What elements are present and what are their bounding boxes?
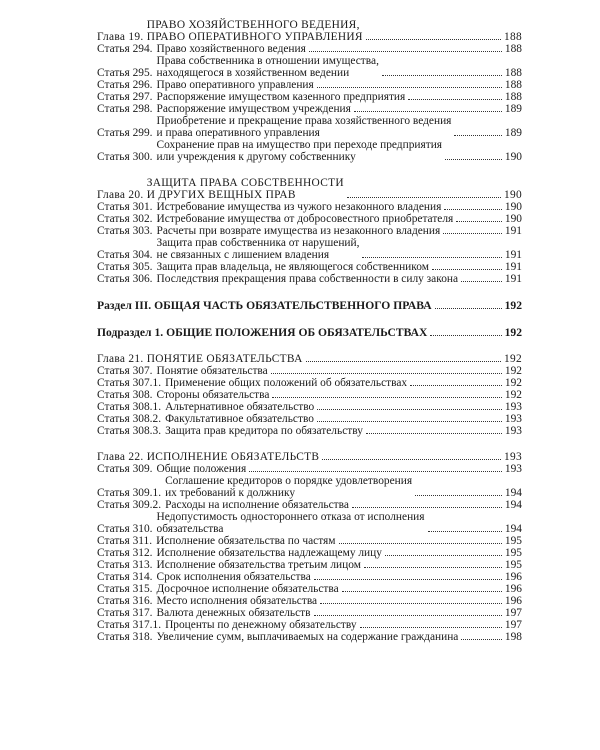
dot-leader bbox=[366, 38, 501, 40]
article-number: Статья 307. bbox=[97, 365, 153, 377]
toc-article-entry[interactable] bbox=[97, 547, 522, 559]
toc-article-entry[interactable] bbox=[97, 139, 522, 163]
article-title: Недопустимость одностороннего отказа от исполнения обязательства bbox=[156, 511, 425, 535]
page-number: 191 bbox=[504, 261, 522, 273]
article-number: Статья 309.2. bbox=[97, 499, 162, 511]
page-number: 192 bbox=[504, 326, 522, 339]
page-number: 195 bbox=[504, 559, 522, 571]
dot-leader bbox=[271, 372, 502, 374]
article-title: Истребование имущества от добросовестного приобретателя bbox=[156, 213, 454, 225]
page-number: 195 bbox=[504, 535, 522, 547]
chapter-number: Глава 22. bbox=[97, 451, 144, 463]
toc-chapter-entry[interactable] bbox=[97, 19, 522, 43]
dot-leader bbox=[347, 196, 501, 198]
dot-leader bbox=[249, 470, 502, 472]
dot-leader bbox=[430, 334, 501, 336]
article-number: Статья 309. bbox=[97, 463, 153, 475]
subsection-number: Подраздел 1. bbox=[97, 326, 164, 339]
toc-article-entry[interactable] bbox=[97, 559, 522, 571]
page-number: 197 bbox=[504, 607, 522, 619]
toc-article-entry[interactable] bbox=[97, 535, 522, 547]
toc-article-entry[interactable] bbox=[97, 511, 522, 535]
toc-article-entry[interactable] bbox=[97, 43, 522, 55]
dot-leader bbox=[317, 408, 502, 410]
article-title: Защита прав кредитора по обязательству bbox=[165, 425, 363, 437]
page-number: 193 bbox=[504, 413, 522, 425]
article-title: Применение общих положений об обязательствах bbox=[165, 377, 408, 389]
toc-article-entry[interactable] bbox=[97, 463, 522, 475]
page-number: 192 bbox=[504, 389, 522, 401]
article-number: Статья 295. bbox=[97, 67, 153, 79]
article-number: Статья 318. bbox=[97, 631, 153, 643]
article-title: Исполнение обязательства надлежащему лицу bbox=[156, 547, 382, 559]
page-number: 192 bbox=[504, 365, 522, 377]
dot-leader bbox=[366, 432, 502, 434]
article-number: Статья 308. bbox=[97, 389, 153, 401]
article-title: Понятие обязательства bbox=[156, 365, 268, 377]
dot-leader bbox=[322, 458, 501, 460]
article-title: Распоряжение имуществом учреждения bbox=[156, 103, 351, 115]
article-number: Статья 307.1. bbox=[97, 377, 162, 389]
page-number: 188 bbox=[504, 31, 522, 43]
page-number: 198 bbox=[504, 631, 522, 643]
article-number: Статья 304. bbox=[97, 249, 153, 261]
toc-article-entry[interactable] bbox=[97, 571, 522, 583]
table-of-contents bbox=[97, 19, 522, 643]
article-number: Статья 316. bbox=[97, 595, 153, 607]
dot-leader bbox=[317, 420, 502, 422]
article-number: Статья 305. bbox=[97, 261, 153, 273]
page-number: 194 bbox=[504, 523, 522, 535]
dot-leader bbox=[360, 626, 502, 628]
article-title: Расходы на исполнение обязательства bbox=[165, 499, 349, 511]
page-number: 196 bbox=[504, 571, 522, 583]
article-title: Проценты по денежному обязательству bbox=[165, 619, 357, 631]
article-number: Статья 313. bbox=[97, 559, 153, 571]
page-number: 197 bbox=[504, 619, 522, 631]
page-number: 195 bbox=[504, 547, 522, 559]
article-title: Право оперативного управления bbox=[156, 79, 314, 91]
article-title: Факультативное обязательство bbox=[165, 413, 314, 425]
article-title: Альтернативное обязательство bbox=[165, 401, 315, 413]
article-title: Стороны обязательства bbox=[156, 389, 270, 401]
article-number: Статья 298. bbox=[97, 103, 153, 115]
toc-article-entry[interactable] bbox=[97, 365, 522, 377]
toc-article-entry[interactable] bbox=[97, 201, 522, 213]
article-number: Статья 317. bbox=[97, 607, 153, 619]
article-title: Право хозяйственного ведения bbox=[156, 43, 306, 55]
dot-leader bbox=[461, 638, 502, 640]
toc-article-entry[interactable] bbox=[97, 631, 522, 643]
dot-leader bbox=[317, 86, 502, 88]
chapter-title: ИСПОЛНЕНИЕ ОБЯЗАТЕЛЬСТВ bbox=[146, 451, 320, 463]
toc-article-entry[interactable] bbox=[97, 273, 522, 285]
page-number: 192 bbox=[504, 377, 522, 389]
page-number: 193 bbox=[504, 425, 522, 437]
article-number: Статья 314. bbox=[97, 571, 153, 583]
page-number: 190 bbox=[504, 213, 522, 225]
article-number: Статья 308.2. bbox=[97, 413, 162, 425]
toc-article-entry[interactable] bbox=[97, 425, 522, 437]
page-number: 188 bbox=[504, 43, 522, 55]
chapter-number: Глава 19. bbox=[97, 31, 144, 43]
article-title: Место исполнения обязательства bbox=[156, 595, 318, 607]
toc-article-entry[interactable] bbox=[97, 595, 522, 607]
dot-leader bbox=[410, 384, 502, 386]
toc-article-entry[interactable] bbox=[97, 79, 522, 91]
toc-article-entry[interactable] bbox=[97, 91, 522, 103]
page-number: 194 bbox=[504, 499, 522, 511]
dot-leader bbox=[339, 542, 502, 544]
article-number: Статья 317.1. bbox=[97, 619, 162, 631]
toc-article-entry[interactable] bbox=[97, 261, 522, 273]
dot-leader bbox=[272, 396, 501, 398]
section-number: Раздел III. bbox=[97, 299, 152, 312]
article-number: Статья 309.1. bbox=[97, 487, 162, 499]
toc-chapter-entry[interactable] bbox=[97, 177, 522, 201]
toc-article-entry[interactable] bbox=[97, 225, 522, 237]
dot-leader bbox=[342, 590, 502, 592]
dot-leader bbox=[352, 506, 502, 508]
article-title: Права собственника в отношении имущества, находящегося в хозяйственном ведении bbox=[156, 55, 379, 79]
page-number: 190 bbox=[504, 151, 522, 163]
toc-chapter-entry[interactable] bbox=[97, 353, 522, 365]
dot-leader bbox=[445, 158, 502, 160]
article-number: Статья 301. bbox=[97, 201, 153, 213]
dot-leader bbox=[443, 232, 502, 234]
page-number: 191 bbox=[504, 249, 522, 261]
article-number: Статья 315. bbox=[97, 583, 153, 595]
subsection-title: ОБЩИЕ ПОЛОЖЕНИЯ ОБ ОБЯЗАТЕЛЬСТВАХ bbox=[166, 326, 428, 339]
toc-article-entry[interactable] bbox=[97, 389, 522, 401]
toc-article-entry[interactable] bbox=[97, 413, 522, 425]
section-title: ОБЩАЯ ЧАСТЬ ОБЯЗАТЕЛЬСТВЕННОГО ПРАВА bbox=[154, 299, 432, 312]
dot-leader bbox=[456, 220, 502, 222]
chapter-number: Глава 20. bbox=[97, 189, 144, 201]
article-title: Расчеты при возврате имущества из незаконного владения bbox=[156, 225, 441, 237]
article-title: Соглашение кредиторов о порядке удовлетворения их требований к должнику bbox=[165, 475, 413, 499]
dot-leader bbox=[432, 268, 502, 270]
article-number: Статья 310. bbox=[97, 523, 153, 535]
page-number: 192 bbox=[504, 299, 522, 312]
page-number: 193 bbox=[504, 451, 522, 463]
dot-leader bbox=[461, 280, 502, 282]
page-number: 196 bbox=[504, 595, 522, 607]
dot-leader bbox=[314, 578, 502, 580]
page-number: 191 bbox=[504, 225, 522, 237]
chapter-title: ЗАЩИТА ПРАВА СОБСТВЕННОСТИ И ДРУГИХ ВЕЩНЫХ ПРАВ bbox=[146, 177, 344, 201]
page-number: 194 bbox=[504, 487, 522, 499]
page-number: 192 bbox=[504, 353, 522, 365]
article-title: Истребование имущества из чужого незаконного владения bbox=[156, 201, 442, 213]
dot-leader bbox=[364, 566, 502, 568]
chapter-title: ПОНЯТИЕ ОБЯЗАТЕЛЬСТВА bbox=[146, 353, 303, 365]
article-title: Досрочное исполнение обязательства bbox=[156, 583, 339, 595]
toc-section-entry[interactable] bbox=[97, 300, 522, 312]
dot-leader bbox=[306, 360, 501, 362]
dot-leader bbox=[320, 602, 502, 604]
dot-leader bbox=[354, 110, 502, 112]
page-number: 193 bbox=[504, 463, 522, 475]
toc-subsection-entry[interactable] bbox=[97, 327, 522, 339]
chapter-title: ПРАВО ХОЗЯЙСТВЕННОГО ВЕДЕНИЯ, ПРАВО ОПЕРАТИВНОГО УПРАВЛЕНИЯ bbox=[146, 19, 363, 43]
article-number: Статья 311. bbox=[97, 535, 153, 547]
toc-article-entry[interactable] bbox=[97, 499, 522, 511]
chapter-number: Глава 21. bbox=[97, 353, 144, 365]
article-number: Статья 308.3. bbox=[97, 425, 162, 437]
article-title: Исполнение обязательства третьим лицом bbox=[156, 559, 361, 571]
page-number: 196 bbox=[504, 583, 522, 595]
page-number: 191 bbox=[504, 273, 522, 285]
article-number: Статья 294. bbox=[97, 43, 153, 55]
article-number: Статья 297. bbox=[97, 91, 153, 103]
article-title: Сохранение прав на имущество при переходе предприятия или учреждения к другому собственнику bbox=[156, 139, 443, 163]
article-number: Статья 296. bbox=[97, 79, 153, 91]
article-number: Статья 312. bbox=[97, 547, 153, 559]
dot-leader bbox=[428, 530, 502, 532]
toc-article-entry[interactable] bbox=[97, 377, 522, 389]
dot-leader bbox=[362, 256, 501, 258]
dot-leader bbox=[454, 134, 502, 136]
article-title: Распоряжение имуществом казенного предприятия bbox=[156, 91, 406, 103]
dot-leader bbox=[309, 50, 502, 52]
article-title: Защита прав владельца, не являющегося собственником bbox=[156, 261, 429, 273]
dot-leader bbox=[408, 98, 502, 100]
dot-leader bbox=[385, 554, 502, 556]
article-number: Статья 306. bbox=[97, 273, 153, 285]
toc-article-entry[interactable] bbox=[97, 55, 522, 79]
toc-article-entry[interactable] bbox=[97, 607, 522, 619]
page-number: 193 bbox=[504, 401, 522, 413]
article-title: Валюта денежных обязательств bbox=[156, 607, 311, 619]
toc-article-entry[interactable] bbox=[97, 213, 522, 225]
article-title: Последствия прекращения права собственности в силу закона bbox=[156, 273, 459, 285]
article-number: Статья 300. bbox=[97, 151, 153, 163]
toc-article-entry[interactable] bbox=[97, 475, 522, 499]
dot-leader bbox=[415, 494, 502, 496]
article-title: Увеличение сумм, выплачиваемых на содержание гражданина bbox=[156, 631, 459, 643]
toc-article-entry[interactable] bbox=[97, 583, 522, 595]
article-title: Приобретение и прекращение права хозяйственного ведения и права оперативного управления bbox=[156, 115, 452, 139]
page-number: 188 bbox=[504, 91, 522, 103]
dot-leader bbox=[314, 614, 502, 616]
dot-leader bbox=[444, 208, 502, 210]
article-title: Общие положения bbox=[156, 463, 247, 475]
toc-article-entry[interactable] bbox=[97, 115, 522, 139]
toc-chapter-entry[interactable] bbox=[97, 451, 522, 463]
page-number: 188 bbox=[504, 79, 522, 91]
article-number: Статья 308.1. bbox=[97, 401, 162, 413]
article-number: Статья 302. bbox=[97, 213, 153, 225]
page-number: 189 bbox=[504, 103, 522, 115]
article-number: Статья 303. bbox=[97, 225, 153, 237]
page-number: 190 bbox=[504, 189, 522, 201]
toc-article-entry[interactable] bbox=[97, 103, 522, 115]
page-number: 190 bbox=[504, 201, 522, 213]
article-number: Статья 299. bbox=[97, 127, 153, 139]
page-number: 189 bbox=[504, 127, 522, 139]
page-number: 188 bbox=[504, 67, 522, 79]
article-title: Защита прав собственника от нарушений, не связанных с лишением владения bbox=[156, 237, 360, 261]
toc-article-entry[interactable] bbox=[97, 401, 522, 413]
article-title: Срок исполнения обязательства bbox=[156, 571, 311, 583]
article-title: Исполнение обязательства по частям bbox=[156, 535, 336, 547]
toc-article-entry[interactable] bbox=[97, 237, 522, 261]
toc-article-entry[interactable] bbox=[97, 619, 522, 631]
dot-leader bbox=[435, 307, 502, 309]
dot-leader bbox=[382, 74, 502, 76]
